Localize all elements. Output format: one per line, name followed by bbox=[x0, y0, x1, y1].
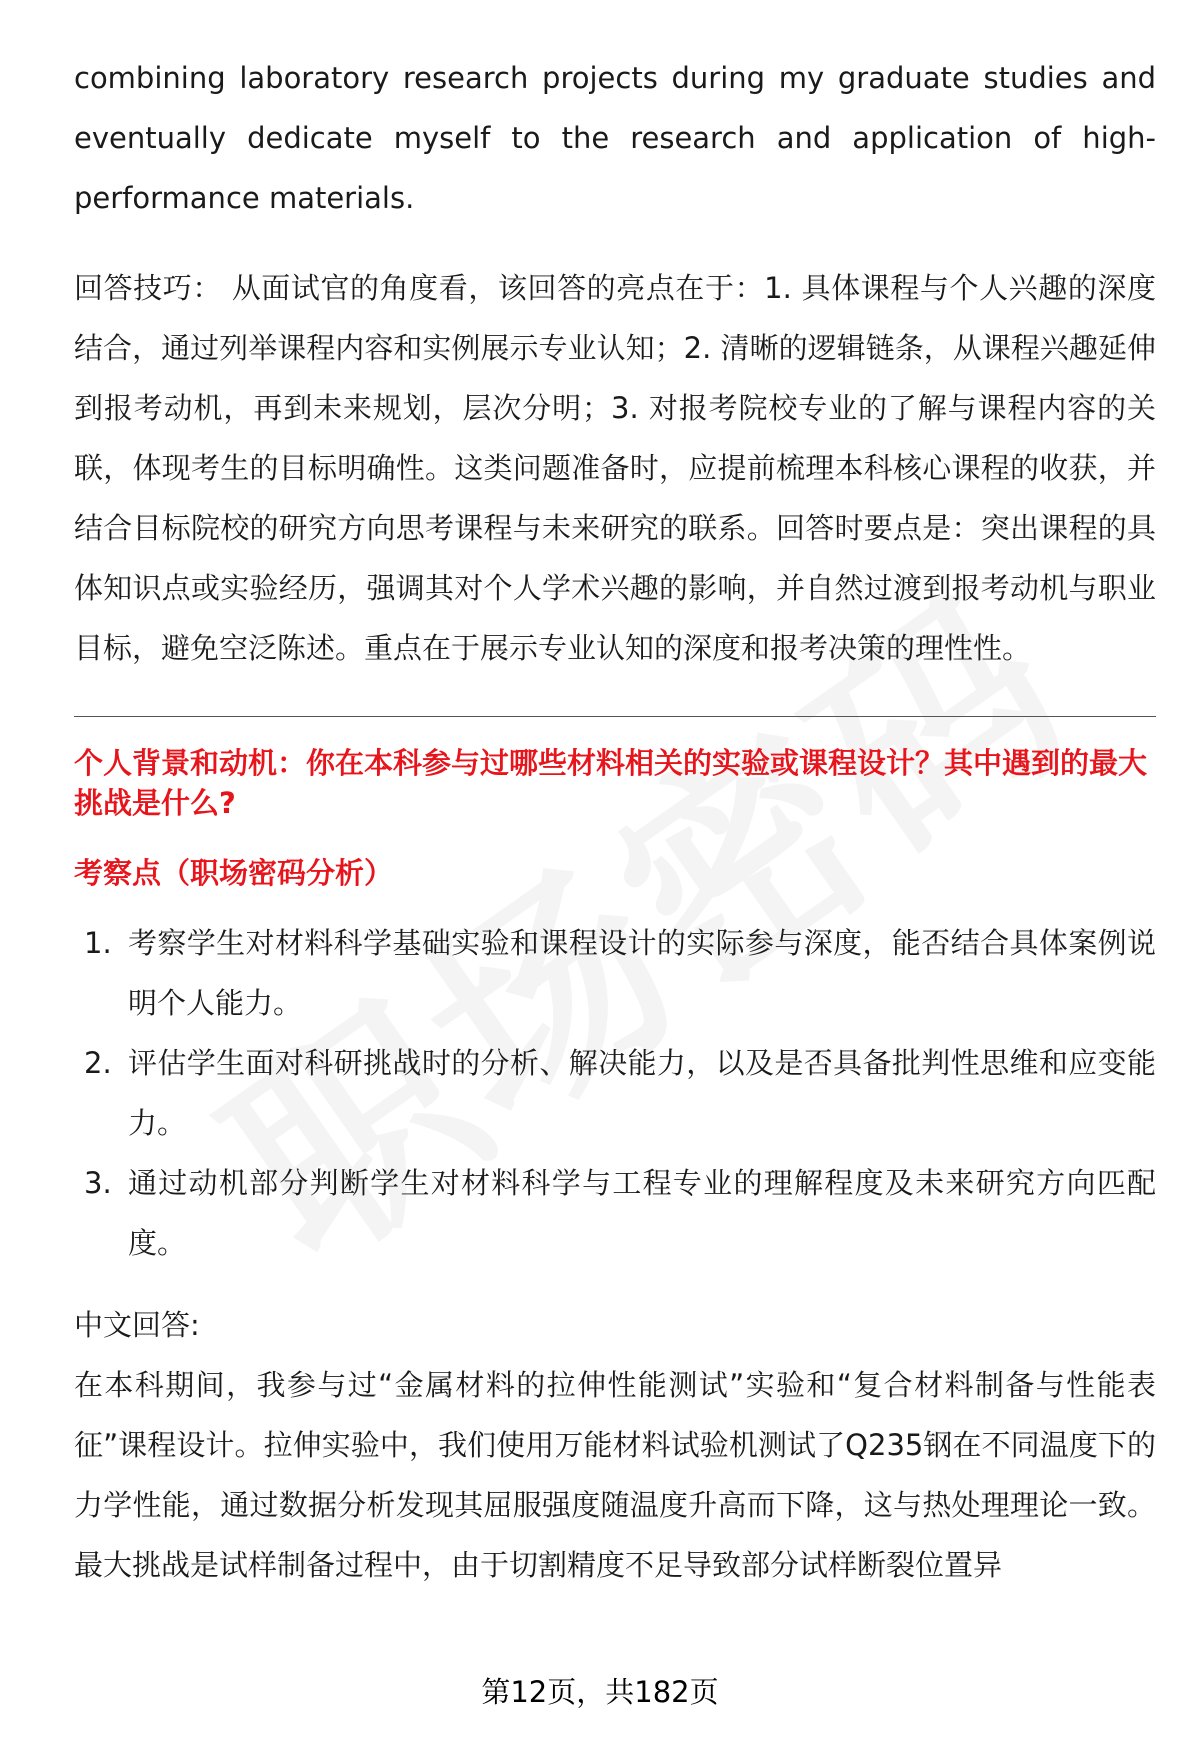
page-number: 第12页，共182页 bbox=[481, 1675, 719, 1709]
list-item-text: 通过动机部分判断学生对材料科学与工程专业的理解程度及未来研究方向匹配度。 bbox=[128, 1166, 1156, 1260]
answer-label: 中文回答: bbox=[74, 1308, 200, 1342]
list-item-number: 3. bbox=[84, 1166, 112, 1200]
list-item-text: 考察学生对材料科学基础实验和课程设计的实际参与深度，能否结合具体案例说明个人能力。 bbox=[128, 926, 1156, 1020]
list-item-text: 评估学生面对科研挑战时的分析、解决能力，以及是否具备批判性思维和应变能力。 bbox=[128, 1046, 1156, 1140]
question-title: 个人背景和动机：你在本科参与过哪些材料相关的实验或课程设计？其中遇到的最大挑战是什么? bbox=[74, 746, 1148, 820]
tips-paragraph: 回答技巧： 从面试官的角度看，该回答的亮点在于：1. 具体课程与个人兴趣的深度结合，通过列举课程内容和实例展示专业认知；2. 清晰的逻辑链条，从课程兴趣延伸到报考动机，再到未来规划，层次分明；3. 对报考院校专业的了解与课程内容的关联，体现考生的目标明确性。这类问题准备时，应提前梳理本科核心课程的收获，并结合目标院校的研究方向思考课程与未来研究的联系。回答时要点是：突出课程的具体知识点或实验经历，强调其对个人学术兴趣的影响，并自然过渡到报考动机与职业目标，避免空泛陈述。重点在于展示专业认知的深度和报考决策的理性性。 bbox=[74, 271, 1156, 665]
list-item-number: 2. bbox=[84, 1046, 112, 1080]
intro-paragraph: combining laboratory research projects during my graduate studies and eventually dedicate myself to the research and application of high-performance materials. bbox=[74, 61, 1156, 215]
list-item bbox=[74, 913, 1156, 1033]
list-item bbox=[74, 1153, 1156, 1273]
focus-heading: 考察点（职场密码分析） bbox=[74, 856, 394, 890]
answer-paragraph: 在本科期间，我参与过“金属材料的拉伸性能测试”实验和“复合材料制备与性能表征”课程设计。拉伸实验中，我们使用万能材料试验机测试了Q235钢在不同温度下的力学性能，通过数据分析发现其屈服强度随温度升高而下降，这与热处理理论一致。最大挑战是试样制备过程中，由于切割精度不足导致部分试样断裂位置异 bbox=[74, 1368, 1156, 1582]
list-item bbox=[74, 1033, 1156, 1153]
list-item-number: 1. bbox=[84, 926, 112, 960]
focus-list bbox=[74, 913, 1156, 1273]
document-page bbox=[74, 48, 1156, 1595]
section-divider bbox=[74, 716, 1156, 717]
